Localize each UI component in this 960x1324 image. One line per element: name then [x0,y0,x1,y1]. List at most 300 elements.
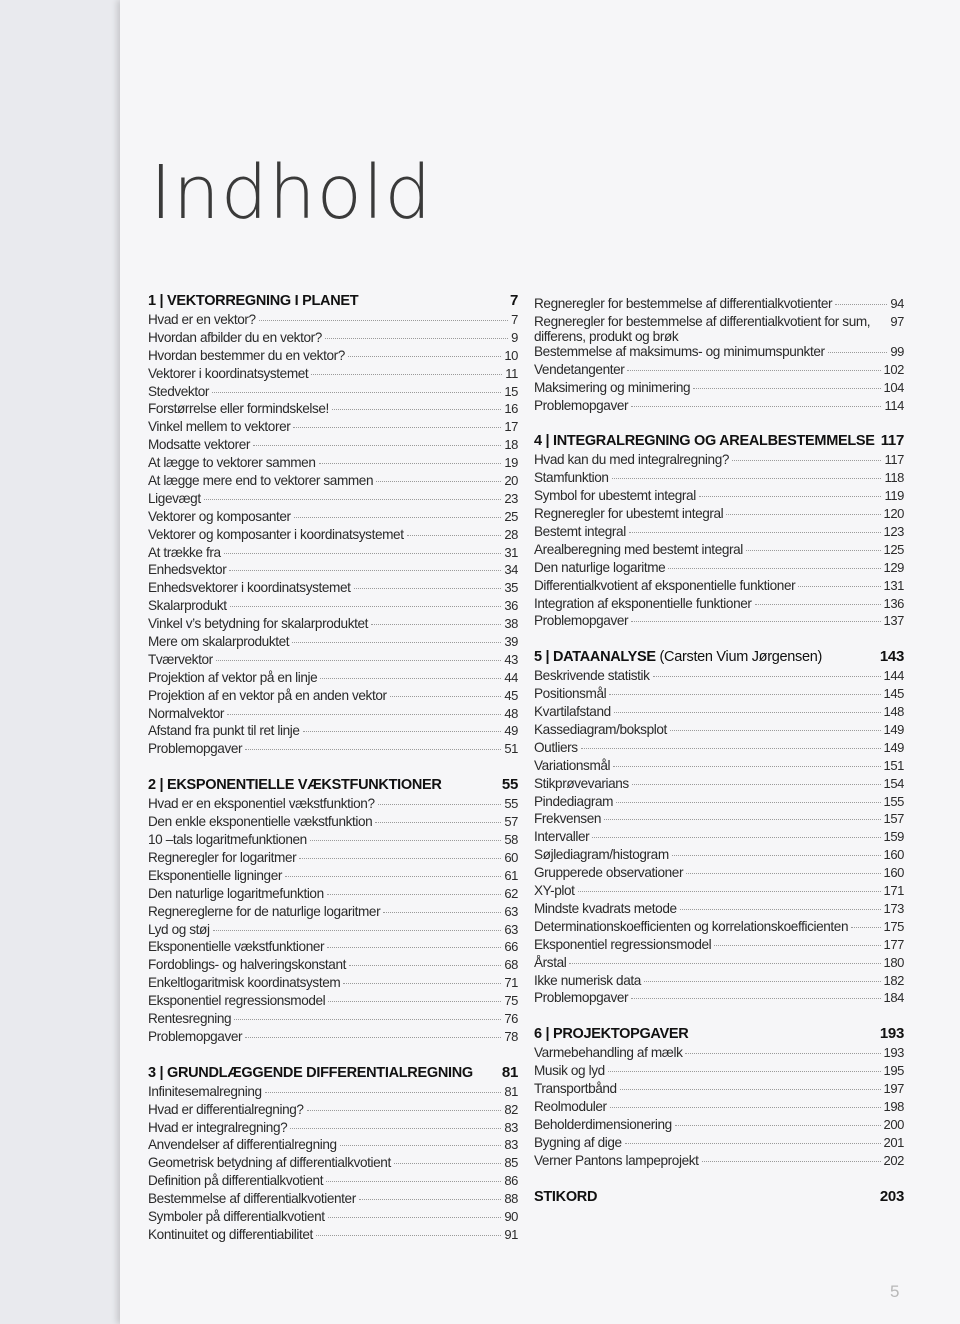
toc-entry [534,686,904,704]
page-number: 5 [890,1282,900,1301]
toc-entry-label: Problemopgaver [534,613,629,629]
section-name: PROJEKTOPGAVER [552,1026,689,1043]
toc-entry-label: Differentialkvotient af eksponentielle funktioner [534,577,796,593]
toc-entry [148,562,518,580]
toc-entry-label: At trække fra [148,544,221,560]
toc-entry [148,1011,518,1029]
toc-entry-page: 144 [883,668,904,684]
toc-entry-label: Eksponentielle ligninger [148,867,282,883]
toc-entry-label: Beskrivende statistik [534,668,650,684]
toc-entry-label: Variationsmål [534,757,611,773]
section-title: 3 | GRUNDLÆGGENDE DIFFERENTIALREGNING [148,1064,473,1081]
toc-entry [534,613,904,631]
toc-section-heading [534,432,904,452]
dot-leader [614,712,881,713]
toc-entry-label: Beholderdimensionering [534,1116,672,1132]
toc-entry [148,1084,518,1102]
toc-entry-label: Eksponentiel regressionsmodel [534,936,712,952]
dot-leader [798,586,880,587]
section-name: INTEGRALREGNING OG AREALBESTEMMELSE [552,433,875,450]
toc-entry-page: 120 [883,506,904,522]
toc-entry [148,796,518,814]
toc-entry-label: Vektorer og komposanter i koordinatsystemet [148,526,404,542]
toc-entry-page: 118 [884,470,904,486]
toc-entry-label: Eksponentiel regressionsmodel [148,993,326,1009]
toc-entry-label: Hvad er en eksponentiel vækstfunktion? [148,796,375,812]
toc-entry-page: 180 [883,954,904,970]
toc-entry [534,1045,904,1063]
toc-entry-label: Transportbånd [534,1081,617,1097]
toc-entry [534,704,904,722]
toc-entry-page: 16 [504,401,518,417]
toc-entry-label: Rentesregning [148,1010,232,1026]
dot-leader [265,1092,502,1093]
dot-leader [613,766,880,767]
toc-entry [148,437,518,455]
toc-entry-page: 19 [504,455,518,471]
toc-entry-page: 149 [883,739,904,755]
toc-entry-page: 201 [883,1134,904,1150]
toc-entry [148,904,518,922]
section-number: 6 [534,1026,542,1043]
toc-entry [148,741,518,759]
toc-entry [534,524,904,542]
dot-leader [680,909,881,910]
toc-entry [148,384,518,402]
section-title: 5 | DATAANALYSE (Carsten Vium Jørgensen) [534,649,823,666]
toc-entry-label: Kontinuitet og differentiabilitet [148,1226,313,1242]
toc-entry [534,488,904,506]
toc-entry-page: 154 [883,775,904,791]
toc-entry [148,706,518,724]
toc-entry [148,366,518,384]
toc-entry-label: Hvad er differentialregning? [148,1101,304,1117]
toc-entry-page: 35 [504,580,518,596]
toc-entry-label: Vektorer og komposanter [148,508,291,524]
dot-leader [245,1037,501,1038]
toc-entry-page: 182 [883,972,904,988]
dot-leader [620,1089,881,1090]
dot-leader [234,1019,501,1020]
toc-entry-label: Enkeltlogaritmisk koordinatsystem [148,975,341,991]
dot-leader [294,517,502,518]
dot-leader [328,1217,502,1218]
dot-leader [354,588,502,589]
toc-entry-label: Bestemt integral [534,524,626,540]
toc-entry [534,1153,904,1171]
dot-leader [310,840,501,841]
toc-entry [534,452,904,470]
toc-entry [148,922,518,940]
toc-entry [148,419,518,437]
toc-entry-page: 195 [883,1063,904,1079]
toc-entry-label: Normalvektor [148,705,225,721]
toc-entry-page: 83 [504,1137,518,1153]
toc-entry [534,1117,904,1135]
dot-leader [616,802,880,803]
section-title: 6 | PROJEKTOPGAVER [534,1026,689,1043]
toc-entry-label: XY-plot [534,883,575,899]
toc-entry-page: 71 [504,975,518,991]
toc-entry-page: 145 [883,686,904,702]
toc-section [148,776,518,1046]
toc-entry [148,1173,518,1191]
toc-entry [148,1102,518,1120]
dot-leader [675,1125,881,1126]
toc-entry-label: Mindste kvadrats metode [534,900,677,916]
dot-leader [699,496,882,497]
toc-entry [148,598,518,616]
dot-leader [212,392,501,393]
dot-leader [670,730,881,731]
toc-entry [148,1209,518,1227]
toc-entry [148,868,518,886]
dot-leader [349,965,501,966]
dot-leader [307,1110,502,1111]
dot-leader [327,947,501,948]
toc-entry-page: 114 [884,397,904,413]
dot-leader [693,388,880,389]
dot-leader [328,1001,501,1002]
toc-entry [534,937,904,955]
dot-leader [592,837,880,838]
toc-entry [148,939,518,957]
toc-section-heading [534,1025,904,1045]
toc-entry-page: 62 [504,885,518,901]
dot-leader [259,320,509,321]
dot-leader [327,894,502,895]
toc-entry [534,314,904,344]
dot-leader [569,963,880,964]
toc-entry [148,832,518,850]
dot-leader [631,998,880,999]
toc-entry-page: 63 [504,921,518,937]
toc-entry-page: 119 [884,488,904,504]
toc-entry [148,1137,518,1155]
toc-entry [534,829,904,847]
toc-entry-page: 17 [504,419,518,435]
toc-entry-label: Fordoblings- og halveringskonstant [148,957,346,973]
toc-entry-label: Arealberegning med bestemt integral [534,541,743,557]
dot-leader [253,445,501,446]
toc-entry-page: 137 [883,613,904,629]
toc-entry [148,616,518,634]
toc-entry-page: 99 [890,343,904,359]
toc-entry-page: 102 [883,361,904,377]
toc-entry-page: 15 [504,383,518,399]
toc-entry [534,758,904,776]
toc-entry-page: 45 [504,687,518,703]
dot-leader [732,460,881,461]
toc-section [534,648,904,1008]
toc-entry-page: 23 [504,490,518,506]
toc-entry [148,455,518,473]
section-number: 3 [148,1064,156,1081]
toc-entry-page: 38 [504,616,518,632]
toc-entry-page: 160 [883,847,904,863]
section-name: EKSPONENTIELLE VÆKSTFUNKTIONER [166,777,442,794]
toc-entry [534,990,904,1008]
toc-entry-page: 129 [883,559,904,575]
section-page: 81 [501,1063,518,1081]
toc-entry [534,380,904,398]
dot-leader [668,568,880,569]
toc-section-heading [534,648,904,668]
toc-entry [534,1099,904,1117]
dot-leader [746,550,881,551]
toc-entry [148,975,518,993]
toc-entry-label: Hvad kan du med integralregning? [534,452,730,468]
toc-entry-label: Problemopgaver [534,990,629,1006]
dot-leader [230,606,502,607]
dot-leader [702,1161,881,1162]
toc-entry-page: 31 [504,544,518,560]
section-page: 117 [880,432,904,450]
dot-leader [407,535,502,536]
toc-entry-page: 9 [511,329,518,345]
toc-entry [534,470,904,488]
toc-entry-label: Bygning af dige [534,1134,622,1150]
toc-entry-page: 136 [883,595,904,611]
toc-entry-label: Projektion af vektor på en linje [148,669,318,685]
toc-entry [534,883,904,901]
toc-entry-page: 61 [504,867,518,883]
section-name: DATAANALYSE [552,649,656,666]
toc-entry [148,1155,518,1173]
dot-leader [851,927,880,928]
toc-entry-label: Enhedsvektor [148,562,227,578]
dot-leader [293,427,501,428]
dot-leader [376,481,501,482]
dot-leader [394,1163,501,1164]
toc-entry-label: Ligevægt [148,490,201,506]
toc-entry-label: Tværvektor [148,651,213,667]
dot-leader [629,532,881,533]
toc-entry [148,957,518,975]
toc-section-heading [148,292,518,312]
dot-leader [578,891,881,892]
toc-entry-page: 55 [504,796,518,812]
toc-entry-page: 97 [890,313,904,329]
toc-entry-page: 200 [883,1116,904,1132]
dot-leader [325,338,508,339]
stikord-title: STIKORD [534,1188,598,1205]
toc-entry [148,850,518,868]
dot-leader [319,463,502,464]
toc-section [534,1025,904,1170]
dot-leader [311,374,502,375]
dot-leader [204,499,502,500]
toc-entry [534,398,904,416]
toc-entry-page: 149 [883,722,904,738]
stikord-page: 203 [879,1187,904,1205]
toc-entry-label: 10 –tals logaritmefunktionen [148,832,307,848]
toc-entry-label: Bestemmelse af differentialkvotienter [148,1191,356,1207]
toc-entry-page: 88 [504,1191,518,1207]
toc-entry-page: 76 [504,1010,518,1026]
toc-entry-page: 34 [504,562,518,578]
toc-entry-page: 63 [504,903,518,919]
dot-leader [378,804,502,805]
dot-leader [245,749,501,750]
toc-entry-label: Varmebehandling af mælk [534,1045,683,1061]
toc-entry [148,312,518,330]
toc-entry [534,560,904,578]
dot-leader [320,678,501,679]
toc-entry [534,344,904,362]
toc-entry-label: Hvordan bestemmer du en vektor? [148,347,345,363]
dot-leader [303,731,502,732]
toc-entry-label: Symbol for ubestemt integral [534,488,696,504]
dot-leader [604,819,880,820]
toc-entry-page: 125 [883,541,904,557]
toc-entry-page: 83 [504,1119,518,1135]
toc-entry-page: 175 [883,918,904,934]
toc-entry-label: Hvad er en vektor? [148,312,256,327]
toc-entry [534,506,904,524]
toc-entry-page: 104 [883,379,904,395]
toc-entry-page: 177 [883,936,904,952]
toc-entry [148,993,518,1011]
toc-entry-page: 20 [504,473,518,489]
toc-entry-page: 198 [883,1098,904,1114]
toc-entry-label: Bestemmelse af maksimums- og minimumspunkter [534,343,825,359]
toc-entry [148,1120,518,1138]
toc-entry [534,1081,904,1099]
toc-entry-label: Musik og lyd [534,1063,605,1079]
toc-entry-label: Positionsmål [534,686,607,702]
dot-leader [383,912,501,913]
toc-entry-page: 36 [504,598,518,614]
dot-leader [828,352,888,353]
section-title: 4 | INTEGRALREGNING OG AREALBESTEMMELSE [534,433,875,450]
toc-entry-label: Vektorer i koordinatsystemet [148,365,309,381]
toc-entry-label: Eksponentielle vækstfunktioner [148,939,325,955]
toc-entry-label: Modsatte vektorer [148,437,250,453]
toc-entry-page: 39 [504,634,518,650]
toc-entry [534,901,904,919]
toc-entry [534,1135,904,1153]
section-title: 1 | VEKTORREGNING I PLANET [148,293,359,309]
toc-entry-label: Hvad er integralregning? [148,1119,288,1135]
toc-section [148,1064,518,1245]
toc-entry-label: Determinationskoefficienten og korrelationskoefficienten [534,918,849,934]
section-page: 193 [879,1025,904,1043]
toc-entry-label: Maksimering og minimering [534,379,691,395]
toc-entry [148,527,518,545]
dot-leader [299,858,501,859]
dot-leader [835,304,887,305]
toc-entry-label: At lægge to vektorer sammen [148,455,316,471]
dot-leader [326,1181,501,1182]
toc-entry-label: Ikke numerisk data [534,972,641,988]
toc-entry-label: Vinkel mellem to vektorer [148,419,291,435]
toc-entry-label: Regneregler for bestemmelse af differentialkvotienter [534,296,833,311]
section-number: 1 [148,293,156,309]
toc-entry [148,348,518,366]
toc-entry-page: 78 [504,1028,518,1044]
toc-entry-page: 123 [883,524,904,540]
section-page: 143 [879,648,904,666]
toc-entry-page: 25 [504,508,518,524]
toc-section [148,292,518,759]
toc-entry-label: Geometrisk betydning af differentialkvotient [148,1155,391,1171]
toc-entry [534,955,904,973]
dot-leader [216,660,502,661]
toc-entry-label: Problemopgaver [148,1028,243,1044]
toc-entry [148,545,518,563]
toc-entry-label: Problemopgaver [534,397,629,413]
toc-continued-entries [534,296,904,415]
dot-leader [229,570,501,571]
toc-entry [148,670,518,688]
dot-leader [608,1071,881,1072]
dot-leader [653,676,881,677]
toc-entry-label: Mere om skalarproduktet [148,634,290,650]
toc-entry-label: Vendetangenter [534,361,625,377]
dot-leader [631,406,881,407]
dot-leader [714,945,880,946]
toc-entry-page: 151 [883,757,904,773]
dot-leader [632,784,881,785]
toc-entry [148,491,518,509]
toc-entry-page: 202 [883,1152,904,1168]
toc-entry [534,973,904,991]
toc-entry-label: Frekvensen [534,811,602,827]
toc-entry-label: Outliers [534,739,578,755]
section-subtitle: (Carsten Vium Jørgensen) [659,649,823,666]
toc-entry-label: Reolmoduler [534,1098,607,1114]
toc-entry [148,634,518,652]
toc-entry-page: 68 [504,957,518,973]
toc-entry-page: 131 [883,577,904,593]
toc-entry-label: Stikprøvevarians [534,775,629,791]
toc-entry-label: Hvordan afbilder du en vektor? [148,329,322,345]
toc-entry-label: Problemopgaver [148,741,243,757]
toc-entry-page: 184 [883,990,904,1006]
toc-entry-label: Forstørrelse eller formindskelse! [148,401,329,417]
toc-stikord-heading [534,1188,904,1208]
toc-section-heading [148,1064,518,1084]
toc-entry-label: Anvendelser af differentialregning [148,1137,337,1153]
toc-entry-label: Kvartilafstand [534,704,611,720]
toc-entry-label: Regneregler for bestemmelse af differentialkvotient for sum, differens, produkt og brøk [534,313,871,344]
toc-entry-page: 81 [504,1083,518,1099]
toc-entry [534,740,904,758]
toc-entry [534,1063,904,1081]
toc-entry-page: 159 [883,829,904,845]
toc-entry-label: Regneregler for ubestemt integral [534,506,724,522]
dot-leader [672,855,881,856]
toc-entry-label: Regneregler for logaritmer [148,849,297,865]
toc-entry [148,688,518,706]
toc-left-column [148,292,518,1262]
toc-entry [534,847,904,865]
toc-entry-label: Afstand fra punkt til ret linje [148,723,300,739]
toc-entry [534,722,904,740]
section-number: 5 [534,649,542,666]
toc-entry-label: Årstal [534,954,567,970]
toc-entry [534,542,904,560]
toc-entry-page: 58 [504,832,518,848]
toc-entry [148,814,518,832]
section-number: 4 [534,433,542,450]
dot-leader [625,1143,881,1144]
toc-entry-label: Integration af eksponentielle funktioner [534,595,752,611]
toc-entry-page: 51 [504,741,518,757]
dot-leader [685,1053,880,1054]
dot-leader [348,356,501,357]
